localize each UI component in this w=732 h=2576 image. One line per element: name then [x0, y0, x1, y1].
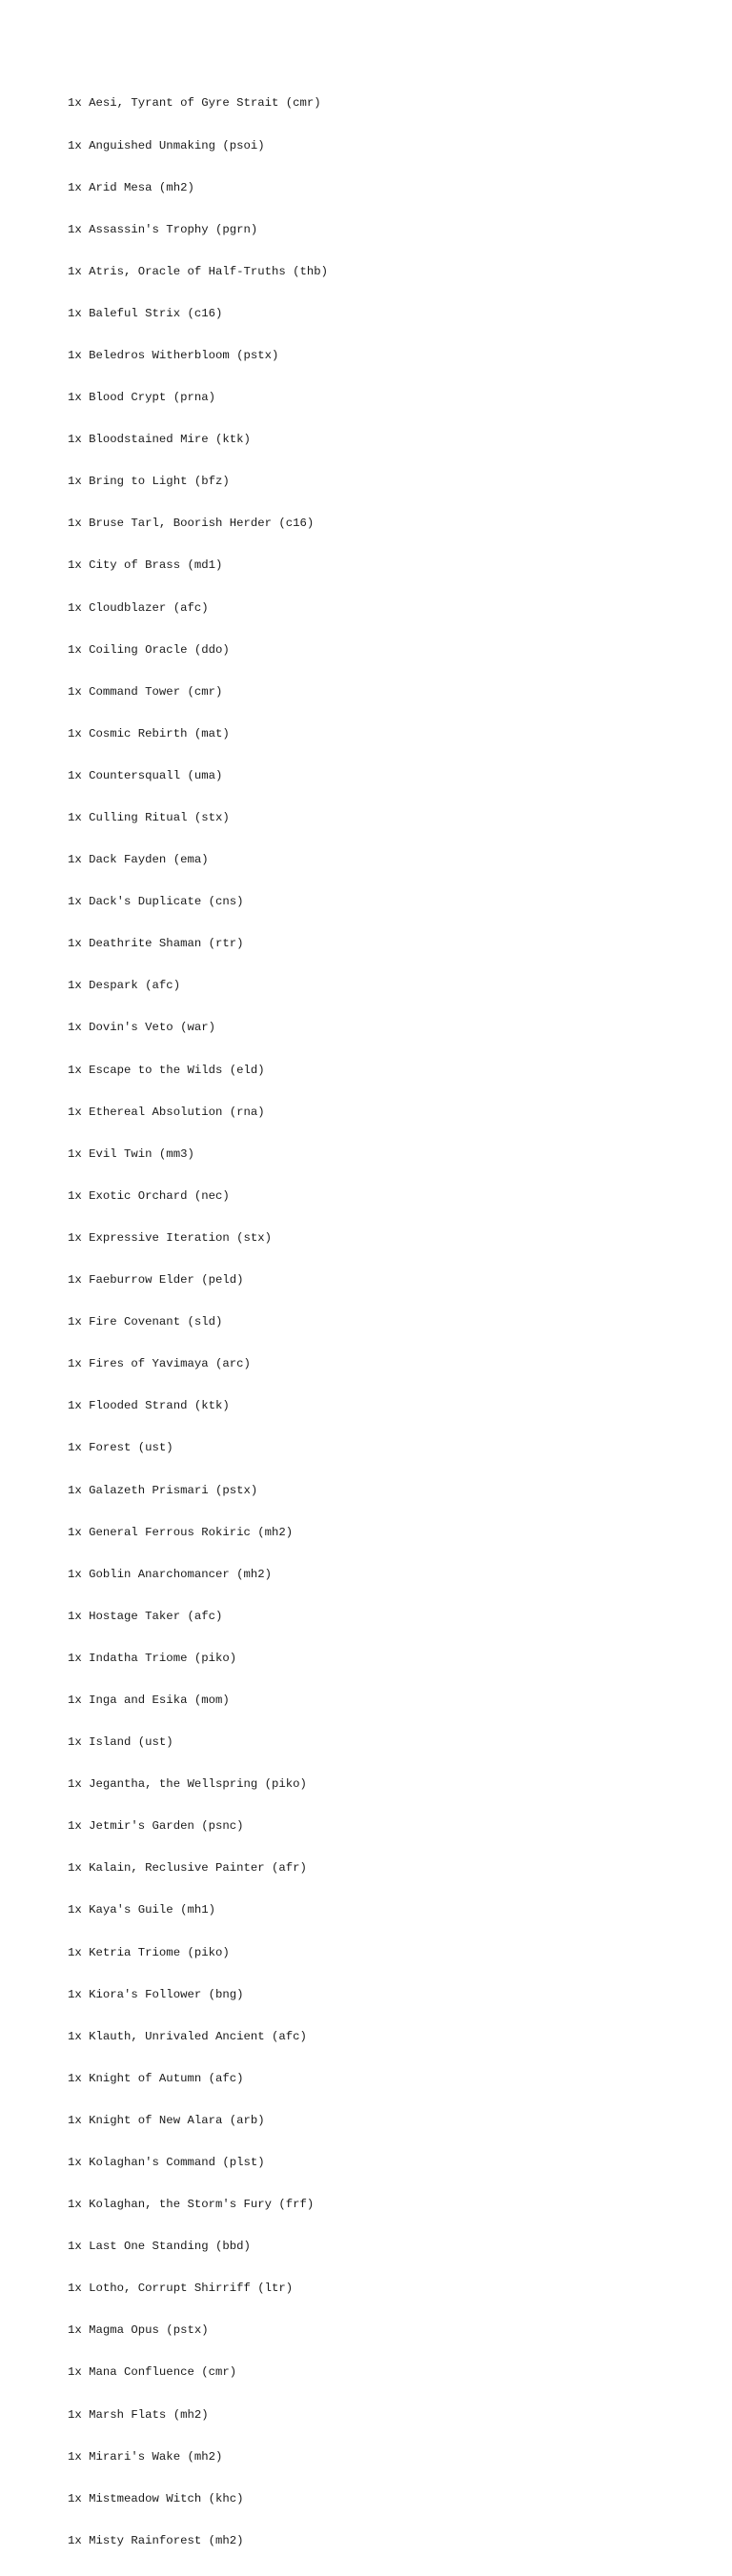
- deck-list-line: 1x Misty Rainforest (mh2): [68, 2533, 244, 2547]
- deck-list-line: 1x Dovin's Veto (war): [68, 1021, 215, 1035]
- deck-list-line: 1x Aesi, Tyrant of Gyre Strait (cmr): [68, 96, 321, 111]
- deck-list-line: 1x Flooded Strand (ktk): [68, 1399, 230, 1413]
- deck-list-line: 1x Command Tower (cmr): [68, 684, 223, 699]
- deck-list-line: 1x Magma Opus (pstx): [68, 2323, 209, 2338]
- deck-list-line: 1x Klauth, Unrivaled Ancient (afc): [68, 2029, 307, 2043]
- deck-list-line: 1x Atris, Oracle of Half-Truths (thb): [68, 264, 329, 278]
- deck-list-line: 1x Kaya's Guile (mh1): [68, 1903, 215, 1917]
- deck-list-line: 1x Kolaghan, the Storm's Fury (frf): [68, 2198, 315, 2212]
- deck-list-line: 1x Assassin's Trophy (pgrn): [68, 222, 258, 236]
- deck-list-line: 1x Arid Mesa (mh2): [68, 180, 194, 194]
- deck-list-line: 1x Goblin Anarchomancer (mh2): [68, 1567, 273, 1581]
- deck-list-line: 1x Knight of Autumn (afc): [68, 2071, 244, 2085]
- deck-list-line: 1x Escape to the Wilds (eld): [68, 1063, 265, 1077]
- deck-list-line: 1x Bruse Tarl, Boorish Herder (c16): [68, 517, 315, 531]
- deck-list-line: 1x Faeburrow Elder (peld): [68, 1273, 244, 1288]
- deck-list-line: 1x Expressive Iteration (stx): [68, 1230, 273, 1245]
- deck-list-line: 1x Deathrite Shaman (rtr): [68, 937, 244, 951]
- deck-list-line: 1x Beledros Witherbloom (pstx): [68, 348, 279, 362]
- deck-list-line: 1x Dack Fayden (ema): [68, 853, 209, 867]
- deck-list-line: 1x Mana Confluence (cmr): [68, 2365, 237, 2380]
- deck-list-line: 1x Mirari's Wake (mh2): [68, 2449, 223, 2464]
- deck-list-line: 1x Last One Standing (bbd): [68, 2240, 251, 2254]
- deck-list-line: 1x Anguished Unmaking (psoi): [68, 138, 265, 152]
- deck-list-line: 1x Kalain, Reclusive Painter (afr): [68, 1861, 307, 1876]
- deck-list-line: 1x Kiora's Follower (bng): [68, 1987, 244, 2001]
- deck-list-line: 1x Galazeth Prismari (pstx): [68, 1483, 258, 1497]
- deck-list-line: 1x Jegantha, the Wellspring (piko): [68, 1777, 307, 1792]
- deck-list-line: 1x Cloudblazer (afc): [68, 600, 209, 615]
- deck-list-line: 1x Mistmeadow Witch (khc): [68, 2491, 244, 2505]
- deck-list-line: 1x Knight of New Alara (arb): [68, 2113, 265, 2127]
- deck-list-line: 1x Fires of Yavimaya (arc): [68, 1357, 251, 1371]
- deck-list-line: 1x Blood Crypt (prna): [68, 391, 215, 405]
- deck-list-line: 1x Coiling Oracle (ddo): [68, 642, 230, 657]
- deck-list-line: 1x Exotic Orchard (nec): [68, 1188, 230, 1203]
- deck-list-line: 1x Bring to Light (bfz): [68, 475, 230, 489]
- deck-list-line: 1x Cosmic Rebirth (mat): [68, 726, 230, 740]
- deck-list-line: 1x Ethereal Absolution (rna): [68, 1105, 265, 1119]
- deck-list-line: 1x Hostage Taker (afc): [68, 1609, 223, 1623]
- deck-list-line: 1x Jetmir's Garden (psnc): [68, 1819, 244, 1834]
- deck-list-line: 1x Bloodstained Mire (ktk): [68, 433, 251, 447]
- deck-list-line: 1x Marsh Flats (mh2): [68, 2407, 209, 2422]
- deck-list-line: 1x Culling Ritual (stx): [68, 811, 230, 824]
- deck-list: [68, 69, 328, 2576]
- deck-list-line: 1x Countersquall (uma): [68, 768, 223, 782]
- deck-list-line: 1x Despark (afc): [68, 979, 181, 993]
- deck-list-line: 1x Indatha Triome (piko): [68, 1651, 237, 1665]
- deck-list-line: 1x General Ferrous Rokiric (mh2): [68, 1525, 294, 1539]
- deck-list-line: 1x Forest (ust): [68, 1441, 173, 1455]
- deck-list-line: 1x Island (ust): [68, 1735, 173, 1750]
- deck-list-line: 1x Evil Twin (mm3): [68, 1146, 194, 1161]
- deck-list-line: 1x Lotho, Corrupt Shirriff (ltr): [68, 2282, 294, 2296]
- deck-list-line: 1x Dack's Duplicate (cns): [68, 895, 244, 909]
- deck-list-line: 1x Ketria Triome (piko): [68, 1945, 230, 1959]
- deck-list-line: 1x Kolaghan's Command (plst): [68, 2156, 265, 2169]
- deck-list-line: 1x Inga and Esika (mom): [68, 1693, 230, 1707]
- deck-list-line: 1x Fire Covenant (sld): [68, 1315, 223, 1329]
- deck-list-line: 1x City of Brass (md1): [68, 558, 223, 573]
- deck-list-line: 1x Baleful Strix (c16): [68, 306, 223, 320]
